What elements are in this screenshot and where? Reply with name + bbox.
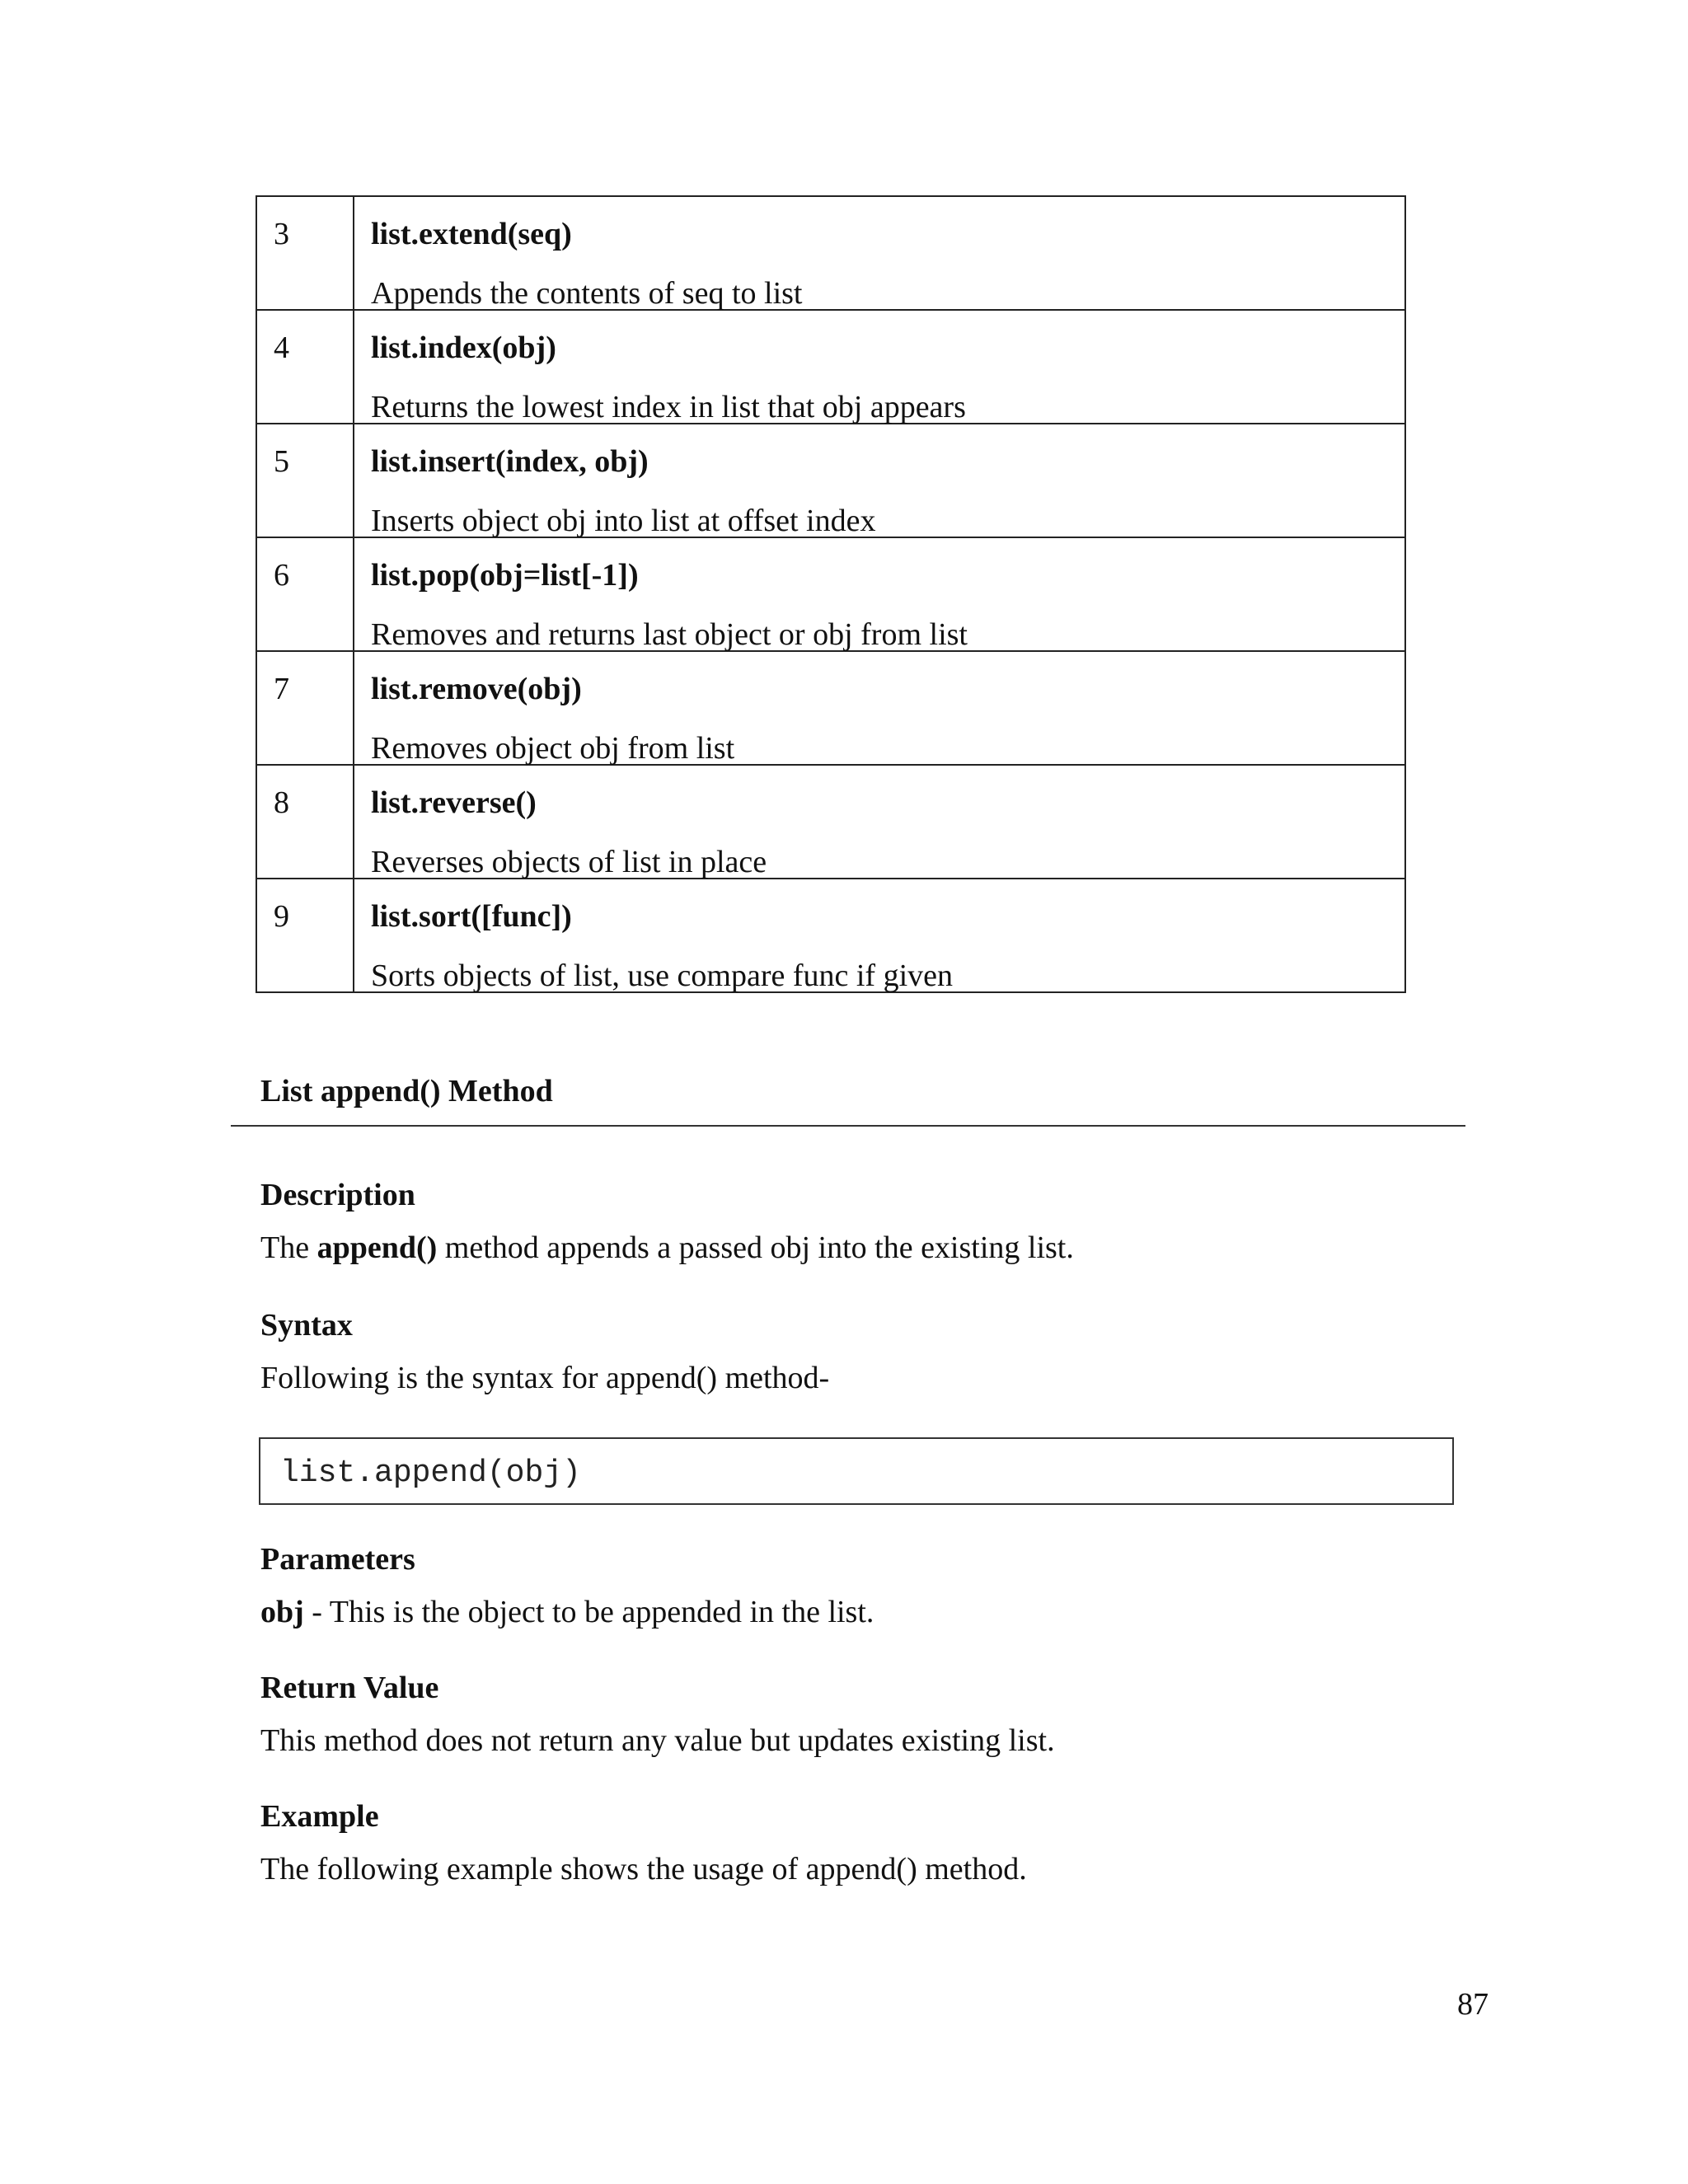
- method-name: list.index(obj): [371, 330, 556, 365]
- row-number: 6: [274, 558, 289, 593]
- example-text: The following example shows the usage of append() method.: [260, 1852, 1027, 1886]
- syntax-code-block: list.append(obj): [259, 1437, 1454, 1505]
- method-cell: [354, 310, 1405, 424]
- method-name: list.pop(obj=list[-1]): [371, 558, 639, 593]
- example-heading: Example: [260, 1799, 379, 1834]
- table-row: [256, 537, 1405, 651]
- method-cell: [354, 537, 1405, 651]
- method-description: Removes and returns last object or obj from list: [371, 617, 968, 652]
- row-number-cell: [256, 196, 354, 310]
- methods-table: [256, 195, 1406, 993]
- row-number: 3: [274, 217, 289, 251]
- description-heading: Description: [260, 1178, 415, 1212]
- parameter-description: - This is the object to be appended in the list.: [303, 1595, 874, 1629]
- method-name: list.remove(obj): [371, 672, 582, 706]
- row-number-cell: [256, 424, 354, 537]
- return-value-text: This method does not return any value but updates existing list.: [260, 1723, 1055, 1758]
- method-description: Reverses objects of list in place: [371, 845, 767, 879]
- table-row: [256, 765, 1405, 879]
- syntax-heading: Syntax: [260, 1308, 353, 1343]
- row-number: 8: [274, 785, 289, 820]
- parameters-heading: Parameters: [260, 1542, 415, 1577]
- row-number: 7: [274, 672, 289, 706]
- return-value-heading: Return Value: [260, 1671, 439, 1705]
- row-number-cell: [256, 879, 354, 992]
- method-description: Removes object obj from list: [371, 731, 735, 766]
- row-number-cell: [256, 651, 354, 765]
- table-row: [256, 424, 1405, 537]
- row-number: 9: [274, 899, 289, 934]
- table-row: [256, 879, 1405, 992]
- method-cell: [354, 765, 1405, 879]
- row-number-cell: [256, 765, 354, 879]
- method-description: Returns the lowest index in list that obj appears: [371, 390, 966, 424]
- description-text: [260, 1230, 1074, 1266]
- method-name: list.sort([func]): [371, 899, 572, 934]
- method-name: list.extend(seq): [371, 217, 572, 251]
- method-cell: [354, 424, 1405, 537]
- method-description: Inserts object obj into list at offset index: [371, 504, 876, 538]
- method-description: Sorts objects of list, use compare func if given: [371, 958, 954, 993]
- table-row: [256, 196, 1405, 310]
- section-title: List append() Method: [260, 1074, 553, 1108]
- method-name: list.reverse(): [371, 785, 537, 820]
- row-number: 5: [274, 444, 289, 479]
- method-name: list.insert(index, obj): [371, 444, 649, 479]
- method-cell: [354, 651, 1405, 765]
- parameters-text: [260, 1594, 874, 1630]
- page-number: 87: [1457, 1987, 1489, 2022]
- method-cell: [354, 196, 1405, 310]
- syntax-text: Following is the syntax for append() method-: [260, 1361, 830, 1395]
- method-description: Appends the contents of seq to list: [371, 276, 803, 311]
- parameter-name: obj: [260, 1595, 304, 1629]
- description-suffix: method appends a passed obj into the existing list.: [437, 1230, 1074, 1265]
- table-row: [256, 651, 1405, 765]
- description-method-name: append(): [316, 1230, 438, 1265]
- row-number-cell: [256, 310, 354, 424]
- row-number: 4: [274, 330, 289, 365]
- row-number-cell: [256, 537, 354, 651]
- table-row: [256, 310, 1405, 424]
- method-cell: [354, 879, 1405, 992]
- section-divider: [231, 1125, 1465, 1127]
- description-prefix: The: [260, 1230, 317, 1265]
